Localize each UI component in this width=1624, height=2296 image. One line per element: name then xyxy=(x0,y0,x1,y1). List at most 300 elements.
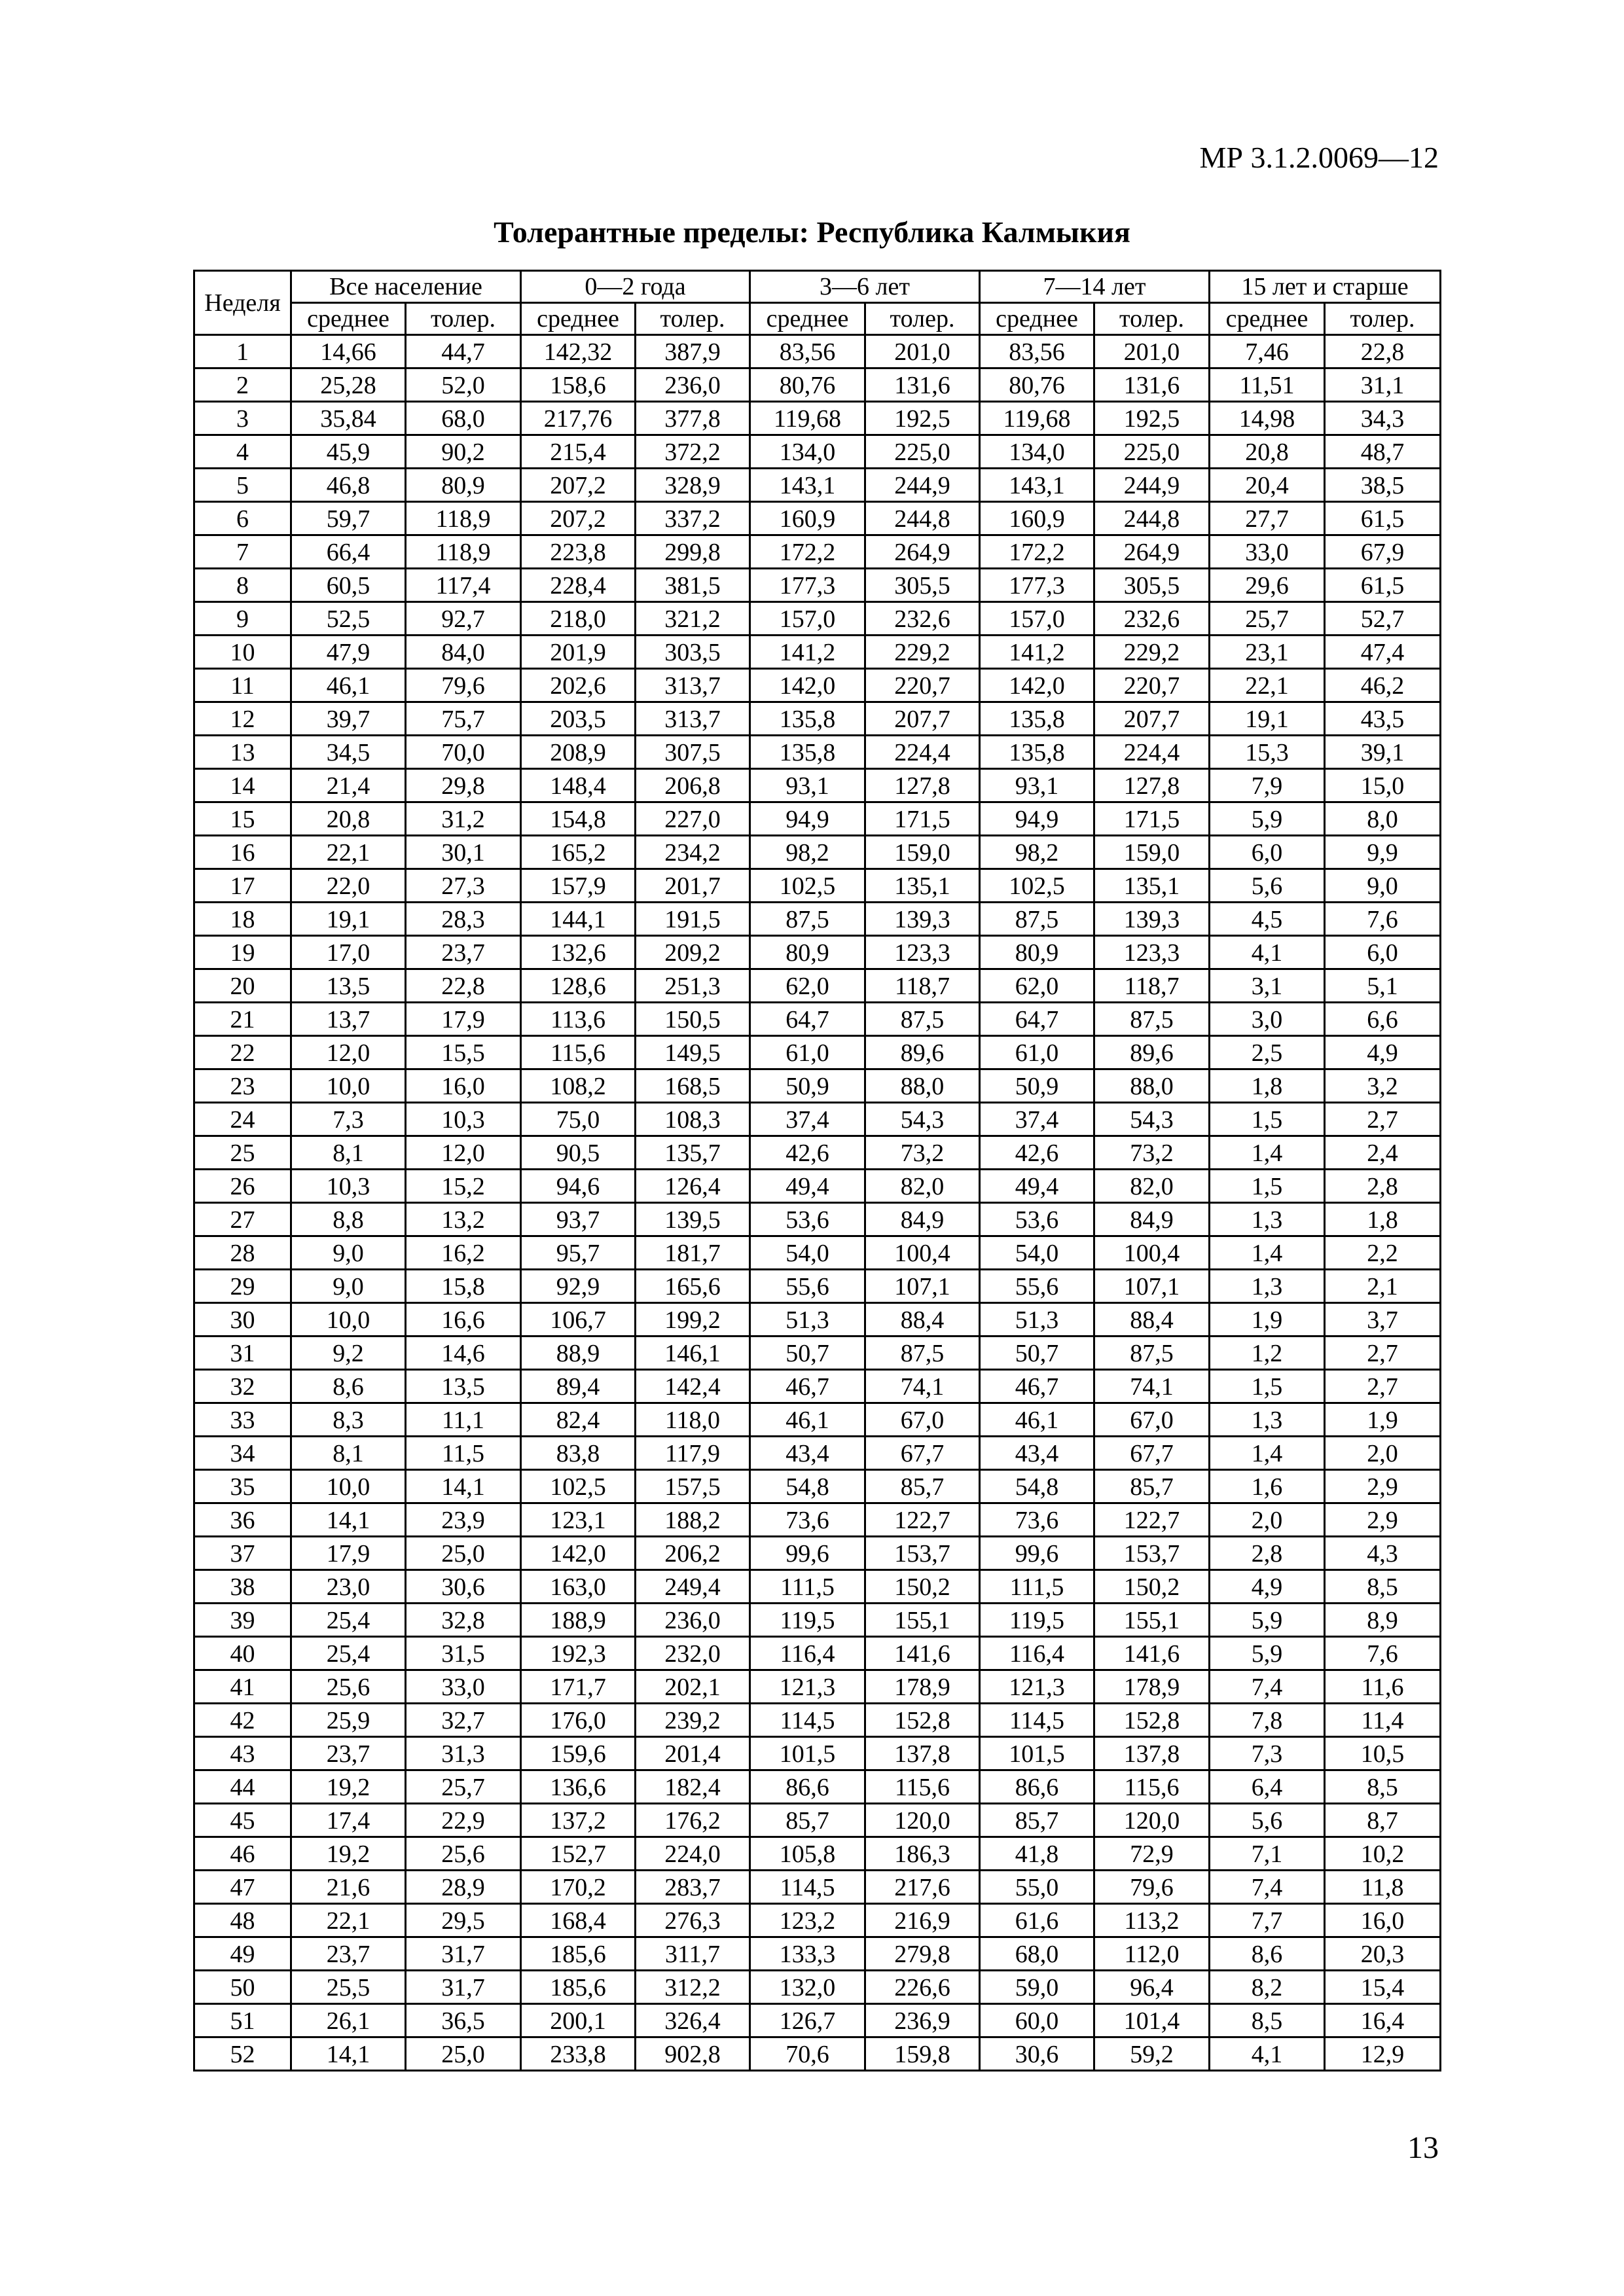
age7-14-tol-cell: 101,4 xyxy=(1094,2004,1210,2037)
age7-14-mean-cell: 93,1 xyxy=(980,769,1094,802)
age0-2-tol-cell: 387,9 xyxy=(636,335,750,368)
age15plus-mean-cell: 1,5 xyxy=(1210,1170,1325,1203)
week-column-header: Неделя xyxy=(194,271,291,335)
age7-14-mean-cell: 59,0 xyxy=(980,1971,1094,2004)
age0-2-tol-cell: 209,2 xyxy=(636,936,750,969)
all-mean-cell: 34,5 xyxy=(291,736,406,769)
all-mean-cell: 9,0 xyxy=(291,1236,406,1270)
age3-6-mean-cell: 53,6 xyxy=(750,1203,865,1236)
age3-6-mean-cell: 83,56 xyxy=(750,335,865,368)
age3-6-tol-cell: 236,9 xyxy=(865,2004,980,2037)
subheader-mean: среднее xyxy=(1210,303,1325,335)
age3-6-tol-cell: 264,9 xyxy=(865,535,980,569)
age3-6-mean-cell: 37,4 xyxy=(750,1103,865,1136)
all-tol-cell: 118,9 xyxy=(406,535,521,569)
age3-6-tol-cell: 232,6 xyxy=(865,602,980,636)
table-row xyxy=(194,1670,1441,1704)
age3-6-tol-cell: 84,9 xyxy=(865,1203,980,1236)
age3-6-mean-cell: 49,4 xyxy=(750,1170,865,1203)
table-header-groups-row xyxy=(194,271,1441,303)
all-tol-cell: 118,9 xyxy=(406,502,521,535)
age7-14-tol-cell: 84,9 xyxy=(1094,1203,1210,1236)
age0-2-mean-cell: 106,7 xyxy=(521,1303,636,1336)
age15plus-mean-cell: 1,4 xyxy=(1210,1236,1325,1270)
age15plus-mean-cell: 7,4 xyxy=(1210,1871,1325,1904)
age15plus-mean-cell: 1,5 xyxy=(1210,1370,1325,1403)
age3-6-mean-cell: 50,7 xyxy=(750,1336,865,1370)
table-row xyxy=(194,1203,1441,1236)
age7-14-mean-cell: 98,2 xyxy=(980,836,1094,869)
age7-14-tol-cell: 72,9 xyxy=(1094,1837,1210,1871)
age3-6-tol-cell: 155,1 xyxy=(865,1604,980,1637)
week-cell: 21 xyxy=(194,1003,291,1036)
age15plus-tol-cell: 22,8 xyxy=(1325,335,1441,368)
table-row xyxy=(194,802,1441,836)
age7-14-mean-cell: 99,6 xyxy=(980,1537,1094,1570)
week-cell: 18 xyxy=(194,903,291,936)
age15plus-tol-cell: 8,5 xyxy=(1325,1770,1441,1804)
table-row xyxy=(194,1036,1441,1069)
all-mean-cell: 25,6 xyxy=(291,1670,406,1704)
age0-2-mean-cell: 144,1 xyxy=(521,903,636,936)
week-cell: 1 xyxy=(194,335,291,368)
age15plus-mean-cell: 22,1 xyxy=(1210,669,1325,702)
age0-2-mean-cell: 159,6 xyxy=(521,1737,636,1770)
age0-2-mean-cell: 233,8 xyxy=(521,2037,636,2071)
age0-2-tol-cell: 176,2 xyxy=(636,1804,750,1837)
subheader-mean: среднее xyxy=(521,303,636,335)
table-row xyxy=(194,669,1441,702)
week-cell: 44 xyxy=(194,1770,291,1804)
age0-2-tol-cell: 202,1 xyxy=(636,1670,750,1704)
age15plus-mean-cell: 19,1 xyxy=(1210,702,1325,736)
table-row xyxy=(194,1537,1441,1570)
age3-6-mean-cell: 54,0 xyxy=(750,1236,865,1270)
age15plus-mean-cell: 1,4 xyxy=(1210,1437,1325,1470)
week-cell: 17 xyxy=(194,869,291,903)
age7-14-mean-cell: 50,7 xyxy=(980,1336,1094,1370)
all-mean-cell: 25,5 xyxy=(291,1971,406,2004)
age7-14-tol-cell: 171,5 xyxy=(1094,802,1210,836)
age7-14-tol-cell: 135,1 xyxy=(1094,869,1210,903)
age15plus-mean-cell: 4,5 xyxy=(1210,903,1325,936)
table-row xyxy=(194,1437,1441,1470)
age7-14-mean-cell: 141,2 xyxy=(980,636,1094,669)
age0-2-mean-cell: 108,2 xyxy=(521,1069,636,1103)
age0-2-mean-cell: 185,6 xyxy=(521,1937,636,1971)
age0-2-mean-cell: 163,0 xyxy=(521,1570,636,1604)
age15plus-mean-cell: 5,6 xyxy=(1210,869,1325,903)
age15plus-tol-cell: 2,2 xyxy=(1325,1236,1441,1270)
age3-6-mean-cell: 61,0 xyxy=(750,1036,865,1069)
all-mean-cell: 25,28 xyxy=(291,368,406,402)
age0-2-mean-cell: 215,4 xyxy=(521,435,636,469)
age7-14-tol-cell: 244,9 xyxy=(1094,469,1210,502)
age7-14-tol-cell: 54,3 xyxy=(1094,1103,1210,1136)
age0-2-mean-cell: 88,9 xyxy=(521,1336,636,1370)
age15plus-mean-cell: 3,1 xyxy=(1210,969,1325,1003)
age0-2-mean-cell: 218,0 xyxy=(521,602,636,636)
age7-14-mean-cell: 86,6 xyxy=(980,1770,1094,1804)
subheader-tolerance: толер. xyxy=(636,303,750,335)
age3-6-mean-cell: 160,9 xyxy=(750,502,865,535)
age15plus-tol-cell: 12,9 xyxy=(1325,2037,1441,2071)
age7-14-mean-cell: 30,6 xyxy=(980,2037,1094,2071)
subheader-tolerance: толер. xyxy=(865,303,980,335)
all-tol-cell: 10,3 xyxy=(406,1103,521,1136)
age7-14-tol-cell: 224,4 xyxy=(1094,736,1210,769)
age0-2-tol-cell: 251,3 xyxy=(636,969,750,1003)
age3-6-tol-cell: 89,6 xyxy=(865,1036,980,1069)
all-tol-cell: 70,0 xyxy=(406,736,521,769)
age7-14-mean-cell: 37,4 xyxy=(980,1103,1094,1136)
age15plus-mean-cell: 2,8 xyxy=(1210,1537,1325,1570)
week-cell: 12 xyxy=(194,702,291,736)
age15plus-mean-cell: 7,1 xyxy=(1210,1837,1325,1871)
age3-6-tol-cell: 88,0 xyxy=(865,1069,980,1103)
all-mean-cell: 10,0 xyxy=(291,1069,406,1103)
week-cell: 26 xyxy=(194,1170,291,1203)
age3-6-tol-cell: 192,5 xyxy=(865,402,980,435)
all-mean-cell: 25,4 xyxy=(291,1604,406,1637)
age15plus-mean-cell: 33,0 xyxy=(1210,535,1325,569)
all-mean-cell: 21,6 xyxy=(291,1871,406,1904)
age7-14-tol-cell: 264,9 xyxy=(1094,535,1210,569)
age0-2-tol-cell: 321,2 xyxy=(636,602,750,636)
subheader-tolerance: толер. xyxy=(406,303,521,335)
age0-2-mean-cell: 171,7 xyxy=(521,1670,636,1704)
age7-14-tol-cell: 88,0 xyxy=(1094,1069,1210,1103)
week-cell: 2 xyxy=(194,368,291,402)
all-mean-cell: 10,0 xyxy=(291,1303,406,1336)
age7-14-mean-cell: 46,1 xyxy=(980,1403,1094,1437)
age0-2-mean-cell: 200,1 xyxy=(521,2004,636,2037)
week-cell: 6 xyxy=(194,502,291,535)
all-mean-cell: 22,0 xyxy=(291,869,406,903)
age0-2-tol-cell: 337,2 xyxy=(636,502,750,535)
age3-6-mean-cell: 123,2 xyxy=(750,1904,865,1937)
age3-6-mean-cell: 46,7 xyxy=(750,1370,865,1403)
week-cell: 5 xyxy=(194,469,291,502)
week-cell: 34 xyxy=(194,1437,291,1470)
age7-14-tol-cell: 67,7 xyxy=(1094,1437,1210,1470)
age3-6-tol-cell: 82,0 xyxy=(865,1170,980,1203)
age0-2-mean-cell: 223,8 xyxy=(521,535,636,569)
age0-2-mean-cell: 203,5 xyxy=(521,702,636,736)
all-mean-cell: 39,7 xyxy=(291,702,406,736)
age0-2-mean-cell: 113,6 xyxy=(521,1003,636,1036)
age3-6-mean-cell: 135,8 xyxy=(750,736,865,769)
age7-14-tol-cell: 220,7 xyxy=(1094,669,1210,702)
all-mean-cell: 13,5 xyxy=(291,969,406,1003)
age15plus-mean-cell: 2,5 xyxy=(1210,1036,1325,1069)
week-cell: 8 xyxy=(194,569,291,602)
table-row xyxy=(194,402,1441,435)
age0-2-mean-cell: 217,76 xyxy=(521,402,636,435)
age3-6-mean-cell: 134,0 xyxy=(750,435,865,469)
age7-14-mean-cell: 68,0 xyxy=(980,1937,1094,1971)
age0-2-mean-cell: 207,2 xyxy=(521,502,636,535)
week-cell: 48 xyxy=(194,1904,291,1937)
age15plus-tol-cell: 9,9 xyxy=(1325,836,1441,869)
age0-2-tol-cell: 199,2 xyxy=(636,1303,750,1336)
week-cell: 46 xyxy=(194,1837,291,1871)
table-row xyxy=(194,1303,1441,1336)
all-mean-cell: 22,1 xyxy=(291,1904,406,1937)
age15plus-mean-cell: 1,2 xyxy=(1210,1336,1325,1370)
age3-6-mean-cell: 94,9 xyxy=(750,802,865,836)
age7-14-mean-cell: 54,0 xyxy=(980,1236,1094,1270)
age7-14-tol-cell: 153,7 xyxy=(1094,1537,1210,1570)
age15plus-mean-cell: 4,1 xyxy=(1210,2037,1325,2071)
age3-6-tol-cell: 67,0 xyxy=(865,1403,980,1437)
age3-6-tol-cell: 141,6 xyxy=(865,1637,980,1670)
all-mean-cell: 17,0 xyxy=(291,936,406,969)
age3-6-mean-cell: 116,4 xyxy=(750,1637,865,1670)
table-row xyxy=(194,1103,1441,1136)
age15plus-mean-cell: 20,8 xyxy=(1210,435,1325,469)
age15plus-mean-cell: 2,0 xyxy=(1210,1503,1325,1537)
week-cell: 16 xyxy=(194,836,291,869)
all-mean-cell: 14,66 xyxy=(291,335,406,368)
group-header-age-0-2: 0—2 года xyxy=(521,271,750,303)
age0-2-tol-cell: 165,6 xyxy=(636,1270,750,1303)
age0-2-tol-cell: 299,8 xyxy=(636,535,750,569)
age0-2-tol-cell: 118,0 xyxy=(636,1403,750,1437)
age7-14-tol-cell: 100,4 xyxy=(1094,1236,1210,1270)
age0-2-mean-cell: 94,6 xyxy=(521,1170,636,1203)
age3-6-mean-cell: 126,7 xyxy=(750,2004,865,2037)
age0-2-mean-cell: 168,4 xyxy=(521,1904,636,1937)
week-cell: 10 xyxy=(194,636,291,669)
age0-2-tol-cell: 206,2 xyxy=(636,1537,750,1570)
week-cell: 3 xyxy=(194,402,291,435)
age0-2-mean-cell: 201,9 xyxy=(521,636,636,669)
age7-14-tol-cell: 96,4 xyxy=(1094,1971,1210,2004)
all-mean-cell: 19,1 xyxy=(291,903,406,936)
age3-6-mean-cell: 142,0 xyxy=(750,669,865,702)
age0-2-mean-cell: 192,3 xyxy=(521,1637,636,1670)
age3-6-mean-cell: 43,4 xyxy=(750,1437,865,1470)
age3-6-mean-cell: 132,0 xyxy=(750,1971,865,2004)
age3-6-mean-cell: 135,8 xyxy=(750,702,865,736)
age7-14-tol-cell: 192,5 xyxy=(1094,402,1210,435)
age15plus-tol-cell: 7,6 xyxy=(1325,903,1441,936)
age3-6-tol-cell: 87,5 xyxy=(865,1003,980,1036)
table-row xyxy=(194,1069,1441,1103)
all-mean-cell: 10,3 xyxy=(291,1170,406,1203)
age0-2-tol-cell: 206,8 xyxy=(636,769,750,802)
age3-6-tol-cell: 115,6 xyxy=(865,1770,980,1804)
age3-6-tol-cell: 186,3 xyxy=(865,1837,980,1871)
age7-14-tol-cell: 178,9 xyxy=(1094,1670,1210,1704)
all-mean-cell: 8,8 xyxy=(291,1203,406,1236)
age7-14-tol-cell: 137,8 xyxy=(1094,1737,1210,1770)
age0-2-tol-cell: 126,4 xyxy=(636,1170,750,1203)
age3-6-tol-cell: 85,7 xyxy=(865,1470,980,1503)
age15plus-tol-cell: 67,9 xyxy=(1325,535,1441,569)
week-cell: 45 xyxy=(194,1804,291,1837)
all-mean-cell: 10,0 xyxy=(291,1470,406,1503)
age7-14-mean-cell: 135,8 xyxy=(980,702,1094,736)
age3-6-mean-cell: 114,5 xyxy=(750,1871,865,1904)
all-mean-cell: 52,5 xyxy=(291,602,406,636)
age3-6-mean-cell: 99,6 xyxy=(750,1537,865,1570)
age0-2-mean-cell: 165,2 xyxy=(521,836,636,869)
all-mean-cell: 17,9 xyxy=(291,1537,406,1570)
age3-6-mean-cell: 93,1 xyxy=(750,769,865,802)
all-tol-cell: 28,3 xyxy=(406,903,521,936)
week-cell: 43 xyxy=(194,1737,291,1770)
week-cell: 35 xyxy=(194,1470,291,1503)
age3-6-mean-cell: 62,0 xyxy=(750,969,865,1003)
all-mean-cell: 46,1 xyxy=(291,669,406,702)
all-mean-cell: 19,2 xyxy=(291,1837,406,1871)
age0-2-mean-cell: 115,6 xyxy=(521,1036,636,1069)
all-tol-cell: 22,9 xyxy=(406,1804,521,1837)
age7-14-tol-cell: 73,2 xyxy=(1094,1136,1210,1170)
age7-14-tol-cell: 131,6 xyxy=(1094,368,1210,402)
table-row xyxy=(194,1904,1441,1937)
age3-6-tol-cell: 88,4 xyxy=(865,1303,980,1336)
age7-14-tol-cell: 87,5 xyxy=(1094,1336,1210,1370)
age15plus-tol-cell: 2,7 xyxy=(1325,1103,1441,1136)
age0-2-mean-cell: 142,0 xyxy=(521,1537,636,1570)
table-header-subcolumns-row xyxy=(194,303,1441,335)
age3-6-tol-cell: 123,3 xyxy=(865,936,980,969)
age3-6-mean-cell: 143,1 xyxy=(750,469,865,502)
all-tol-cell: 52,0 xyxy=(406,368,521,402)
age7-14-mean-cell: 55,6 xyxy=(980,1270,1094,1303)
age7-14-mean-cell: 60,0 xyxy=(980,2004,1094,2037)
week-cell: 13 xyxy=(194,736,291,769)
week-cell: 23 xyxy=(194,1069,291,1103)
age0-2-tol-cell: 283,7 xyxy=(636,1871,750,1904)
table-row xyxy=(194,1971,1441,2004)
age15plus-tol-cell: 6,0 xyxy=(1325,936,1441,969)
age7-14-mean-cell: 55,0 xyxy=(980,1871,1094,1904)
age0-2-mean-cell: 208,9 xyxy=(521,736,636,769)
age15plus-tol-cell: 38,5 xyxy=(1325,469,1441,502)
age0-2-mean-cell: 92,9 xyxy=(521,1270,636,1303)
week-cell: 28 xyxy=(194,1236,291,1270)
age3-6-tol-cell: 171,5 xyxy=(865,802,980,836)
all-tol-cell: 17,9 xyxy=(406,1003,521,1036)
age15plus-tol-cell: 15,4 xyxy=(1325,1971,1441,2004)
all-tol-cell: 32,7 xyxy=(406,1704,521,1737)
age3-6-tol-cell: 67,7 xyxy=(865,1437,980,1470)
all-tol-cell: 92,7 xyxy=(406,602,521,636)
age0-2-tol-cell: 201,7 xyxy=(636,869,750,903)
table-row xyxy=(194,1737,1441,1770)
age7-14-mean-cell: 94,9 xyxy=(980,802,1094,836)
age3-6-tol-cell: 279,8 xyxy=(865,1937,980,1971)
all-mean-cell: 26,1 xyxy=(291,2004,406,2037)
table-row xyxy=(194,535,1441,569)
age3-6-mean-cell: 80,76 xyxy=(750,368,865,402)
age0-2-tol-cell: 311,7 xyxy=(636,1937,750,1971)
table-header xyxy=(194,271,1441,335)
age7-14-tol-cell: 82,0 xyxy=(1094,1170,1210,1203)
age3-6-mean-cell: 102,5 xyxy=(750,869,865,903)
age15plus-mean-cell: 6,0 xyxy=(1210,836,1325,869)
week-cell: 30 xyxy=(194,1303,291,1336)
age7-14-mean-cell: 51,3 xyxy=(980,1303,1094,1336)
all-mean-cell: 23,7 xyxy=(291,1937,406,1971)
all-mean-cell: 7,3 xyxy=(291,1103,406,1136)
age15plus-mean-cell: 1,4 xyxy=(1210,1136,1325,1170)
table-row xyxy=(194,1570,1441,1604)
age0-2-tol-cell: 249,4 xyxy=(636,1570,750,1604)
age7-14-mean-cell: 119,68 xyxy=(980,402,1094,435)
all-mean-cell: 66,4 xyxy=(291,535,406,569)
table-row xyxy=(194,1136,1441,1170)
table-row xyxy=(194,2004,1441,2037)
page-title: Толерантные пределы: Республика Калмыкия xyxy=(494,215,1130,249)
age3-6-mean-cell: 105,8 xyxy=(750,1837,865,1871)
age15plus-mean-cell: 5,9 xyxy=(1210,1604,1325,1637)
all-tol-cell: 68,0 xyxy=(406,402,521,435)
all-tol-cell: 22,8 xyxy=(406,969,521,1003)
all-tol-cell: 117,4 xyxy=(406,569,521,602)
all-mean-cell: 13,7 xyxy=(291,1003,406,1036)
table-row xyxy=(194,1470,1441,1503)
all-mean-cell: 23,0 xyxy=(291,1570,406,1604)
age15plus-tol-cell: 2,1 xyxy=(1325,1270,1441,1303)
age7-14-mean-cell: 160,9 xyxy=(980,502,1094,535)
age7-14-tol-cell: 107,1 xyxy=(1094,1270,1210,1303)
age15plus-mean-cell: 1,5 xyxy=(1210,1103,1325,1136)
all-mean-cell: 25,9 xyxy=(291,1704,406,1737)
age7-14-mean-cell: 134,0 xyxy=(980,435,1094,469)
age15plus-mean-cell: 20,4 xyxy=(1210,469,1325,502)
age15plus-mean-cell: 6,4 xyxy=(1210,1770,1325,1804)
age7-14-tol-cell: 88,4 xyxy=(1094,1303,1210,1336)
age0-2-tol-cell: 328,9 xyxy=(636,469,750,502)
all-tol-cell: 16,2 xyxy=(406,1236,521,1270)
age7-14-tol-cell: 127,8 xyxy=(1094,769,1210,802)
age15plus-tol-cell: 3,7 xyxy=(1325,1303,1441,1336)
all-tol-cell: 13,2 xyxy=(406,1203,521,1236)
week-cell: 25 xyxy=(194,1136,291,1170)
table-body xyxy=(194,335,1441,2071)
age0-2-mean-cell: 148,4 xyxy=(521,769,636,802)
age15plus-mean-cell: 14,98 xyxy=(1210,402,1325,435)
age0-2-tol-cell: 157,5 xyxy=(636,1470,750,1503)
all-tol-cell: 15,5 xyxy=(406,1036,521,1069)
all-tol-cell: 80,9 xyxy=(406,469,521,502)
age0-2-tol-cell: 377,8 xyxy=(636,402,750,435)
age0-2-tol-cell: 227,0 xyxy=(636,802,750,836)
age15plus-tol-cell: 8,9 xyxy=(1325,1604,1441,1637)
age3-6-tol-cell: 229,2 xyxy=(865,636,980,669)
table-row xyxy=(194,1403,1441,1437)
age3-6-tol-cell: 54,3 xyxy=(865,1103,980,1136)
age15plus-tol-cell: 2,4 xyxy=(1325,1136,1441,1170)
age7-14-mean-cell: 83,56 xyxy=(980,335,1094,368)
age7-14-tol-cell: 120,0 xyxy=(1094,1804,1210,1837)
age15plus-tol-cell: 7,6 xyxy=(1325,1637,1441,1670)
age7-14-tol-cell: 89,6 xyxy=(1094,1036,1210,1069)
age15plus-tol-cell: 2,8 xyxy=(1325,1170,1441,1203)
age0-2-tol-cell: 276,3 xyxy=(636,1904,750,1937)
week-cell: 47 xyxy=(194,1871,291,1904)
week-cell: 27 xyxy=(194,1203,291,1236)
week-cell: 14 xyxy=(194,769,291,802)
age7-14-mean-cell: 177,3 xyxy=(980,569,1094,602)
group-header-age-7-14: 7—14 лет xyxy=(980,271,1210,303)
age15plus-tol-cell: 1,9 xyxy=(1325,1403,1441,1437)
